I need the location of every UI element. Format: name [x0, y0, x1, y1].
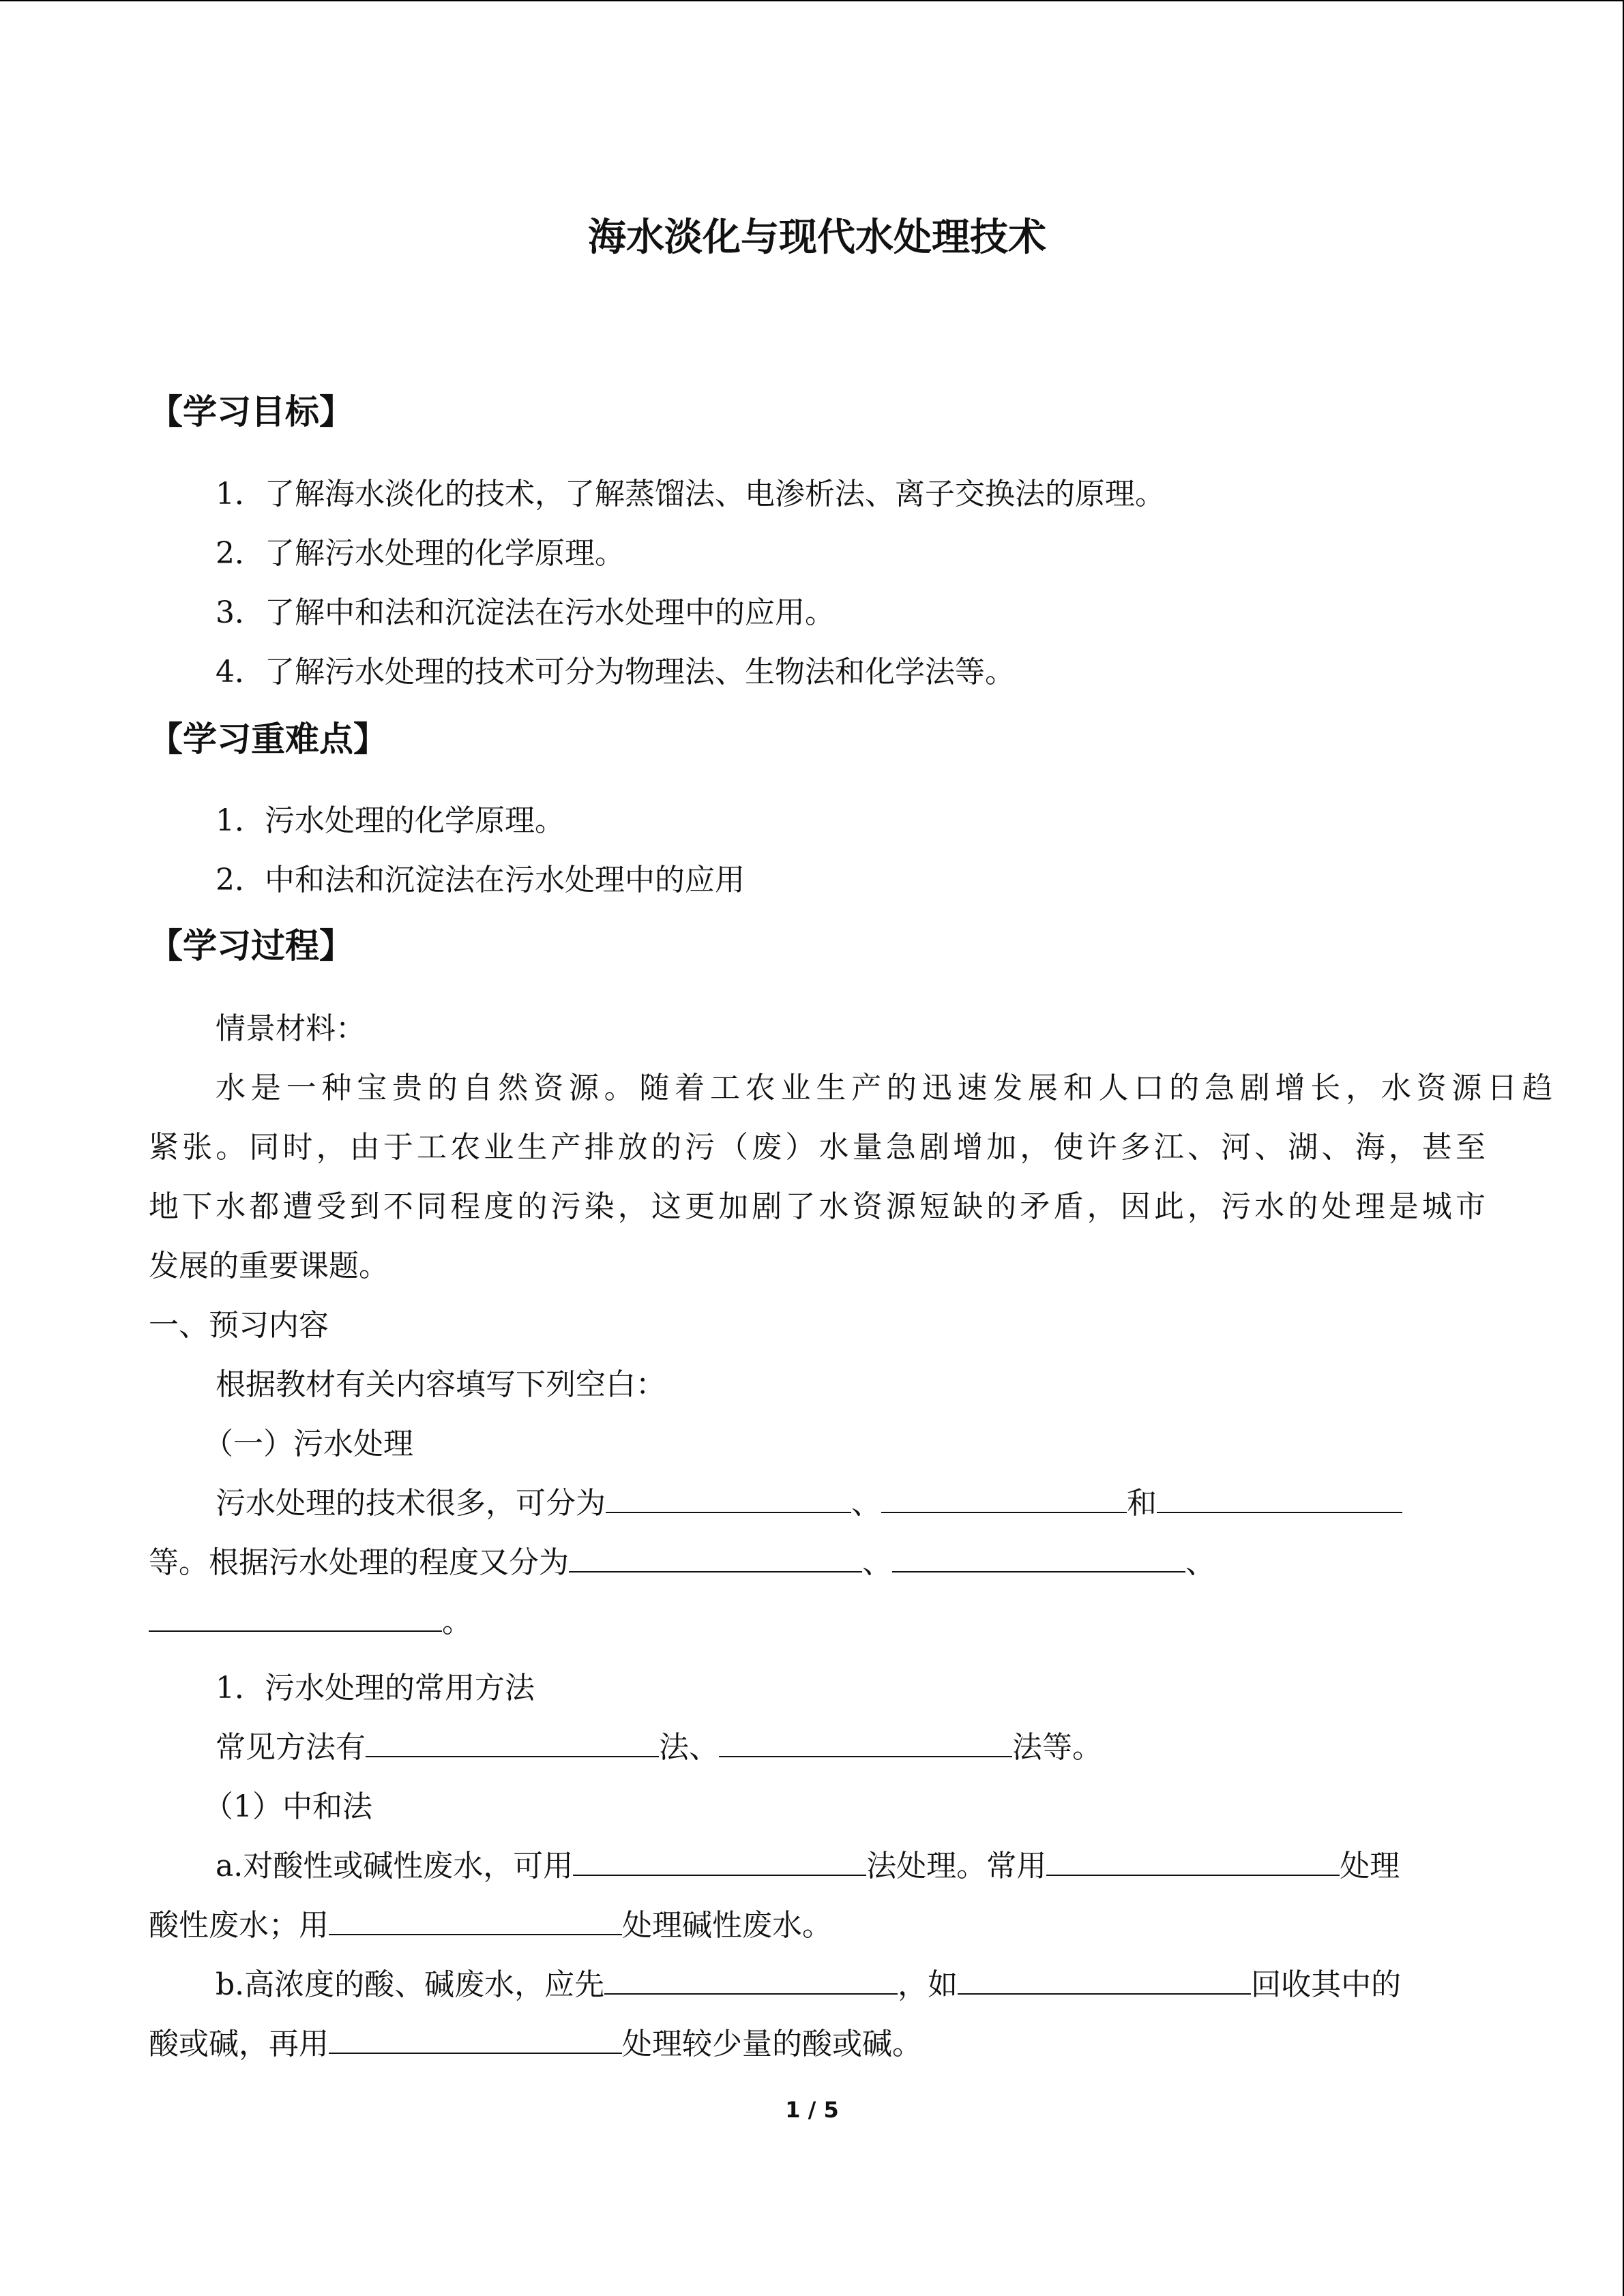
question-text: b.高浓度的酸、碱废水，应先	[216, 1967, 605, 2002]
answer-blank[interactable]	[606, 1511, 851, 1513]
answer-blank[interactable]	[149, 1630, 442, 1632]
goal-item: 2．了解污水处理的化学原理。	[216, 536, 625, 571]
answer-blank[interactable]	[1046, 1874, 1340, 1876]
page-title: 海水淡化与现代水处理技术	[588, 215, 1046, 260]
document-body	[149, 0, 1552, 2296]
methods-heading: 1．污水处理的常用方法	[216, 1671, 535, 1705]
question-line	[149, 1718, 1552, 1778]
answer-blank[interactable]	[881, 1511, 1127, 1513]
goal-item: 1．了解海水淡化的技术，了解蒸馏法、电渗析法、离子交换法的原理。	[216, 477, 1165, 511]
answer-blank[interactable]	[329, 1933, 622, 1935]
question-line	[149, 1896, 1486, 1956]
question-text: 回收其中的	[1251, 1967, 1402, 2002]
key-points-heading: 【学习重难点】	[149, 719, 387, 759]
question-line	[149, 1836, 1552, 1896]
answer-blank[interactable]	[329, 2052, 622, 2054]
answer-blank[interactable]	[958, 1993, 1251, 1995]
question-line	[149, 1533, 1486, 1593]
key-point-item: 2．中和法和沉淀法在污水处理中的应用	[216, 863, 745, 897]
question-text: 处理碱性废水。	[622, 1908, 832, 1943]
question-text: 处理	[1340, 1849, 1400, 1883]
answer-blank[interactable]	[719, 1755, 1012, 1757]
process-heading: 【学习过程】	[149, 926, 353, 966]
question-text: 法处理。常用	[866, 1849, 1047, 1883]
goal-item: 3．了解中和法和沉淀法在污水处理中的应用。	[216, 595, 835, 630]
question-text: 。	[442, 1605, 472, 1639]
material-paragraph-line: 紧张。同时，由于工农业生产排放的污（废）水量急剧增加，使许多江、河、湖、海，甚至	[149, 1130, 1486, 1165]
question-text: 、	[851, 1486, 881, 1521]
material-paragraph-line: 水是一种宝贵的自然资源。随着工农业生产的迅速发展和人口的急剧增长，水资源日趋	[216, 1071, 1552, 1105]
question-text: 酸性废水；用	[149, 1908, 329, 1943]
preview-heading: 一、预习内容	[149, 1308, 329, 1343]
question-text: a.对酸性或碱性废水，可用	[216, 1849, 574, 1883]
question-text: ，如	[898, 1967, 958, 2002]
key-point-item: 1．污水处理的化学原理。	[216, 803, 565, 838]
question-text: 常见方法有	[216, 1730, 366, 1765]
answer-blank[interactable]	[604, 1993, 898, 1995]
question-text: 、	[862, 1545, 892, 1580]
question-text: 酸或碱，再用	[149, 2027, 329, 2061]
neutralization-heading: （1）中和法	[203, 1789, 372, 1824]
material-paragraph-line: 地下水都遭受到不同程度的污染，这更加剧了水资源短缺的矛盾，因此，污水的处理是城市	[149, 1189, 1486, 1224]
question-text: 处理较少量的酸或碱。	[622, 2027, 922, 2061]
goal-item: 4．了解污水处理的技术可分为物理法、生物法和化学法等。	[216, 655, 1015, 689]
question-text: 法、	[659, 1730, 719, 1765]
goals-heading: 【学习目标】	[149, 392, 353, 432]
material-paragraph-line: 发展的重要课题。	[149, 1249, 389, 1283]
sub-heading-sewage: （一）污水处理	[203, 1427, 413, 1461]
answer-blank[interactable]	[366, 1755, 659, 1757]
answer-blank[interactable]	[892, 1570, 1185, 1572]
answer-blank[interactable]	[573, 1874, 866, 1876]
question-text: 法等。	[1012, 1730, 1102, 1765]
page-number: 1 / 5	[785, 2097, 839, 2123]
fill-instruction: 根据教材有关内容填写下列空白：	[216, 1367, 666, 1402]
question-text: 和	[1127, 1486, 1157, 1521]
answer-blank[interactable]	[569, 1570, 862, 1572]
question-text: 污水处理的技术很多，可分为	[216, 1486, 606, 1521]
question-text: 、	[1185, 1545, 1215, 1580]
question-line	[149, 2014, 1486, 2074]
question-line	[149, 1474, 1552, 1534]
material-label: 情景材料：	[216, 1011, 366, 1046]
question-line	[149, 1955, 1552, 2015]
answer-blank[interactable]	[1157, 1511, 1402, 1513]
question-text: 等。根据污水处理的程度又分为	[149, 1545, 569, 1580]
question-line	[149, 1592, 1486, 1652]
